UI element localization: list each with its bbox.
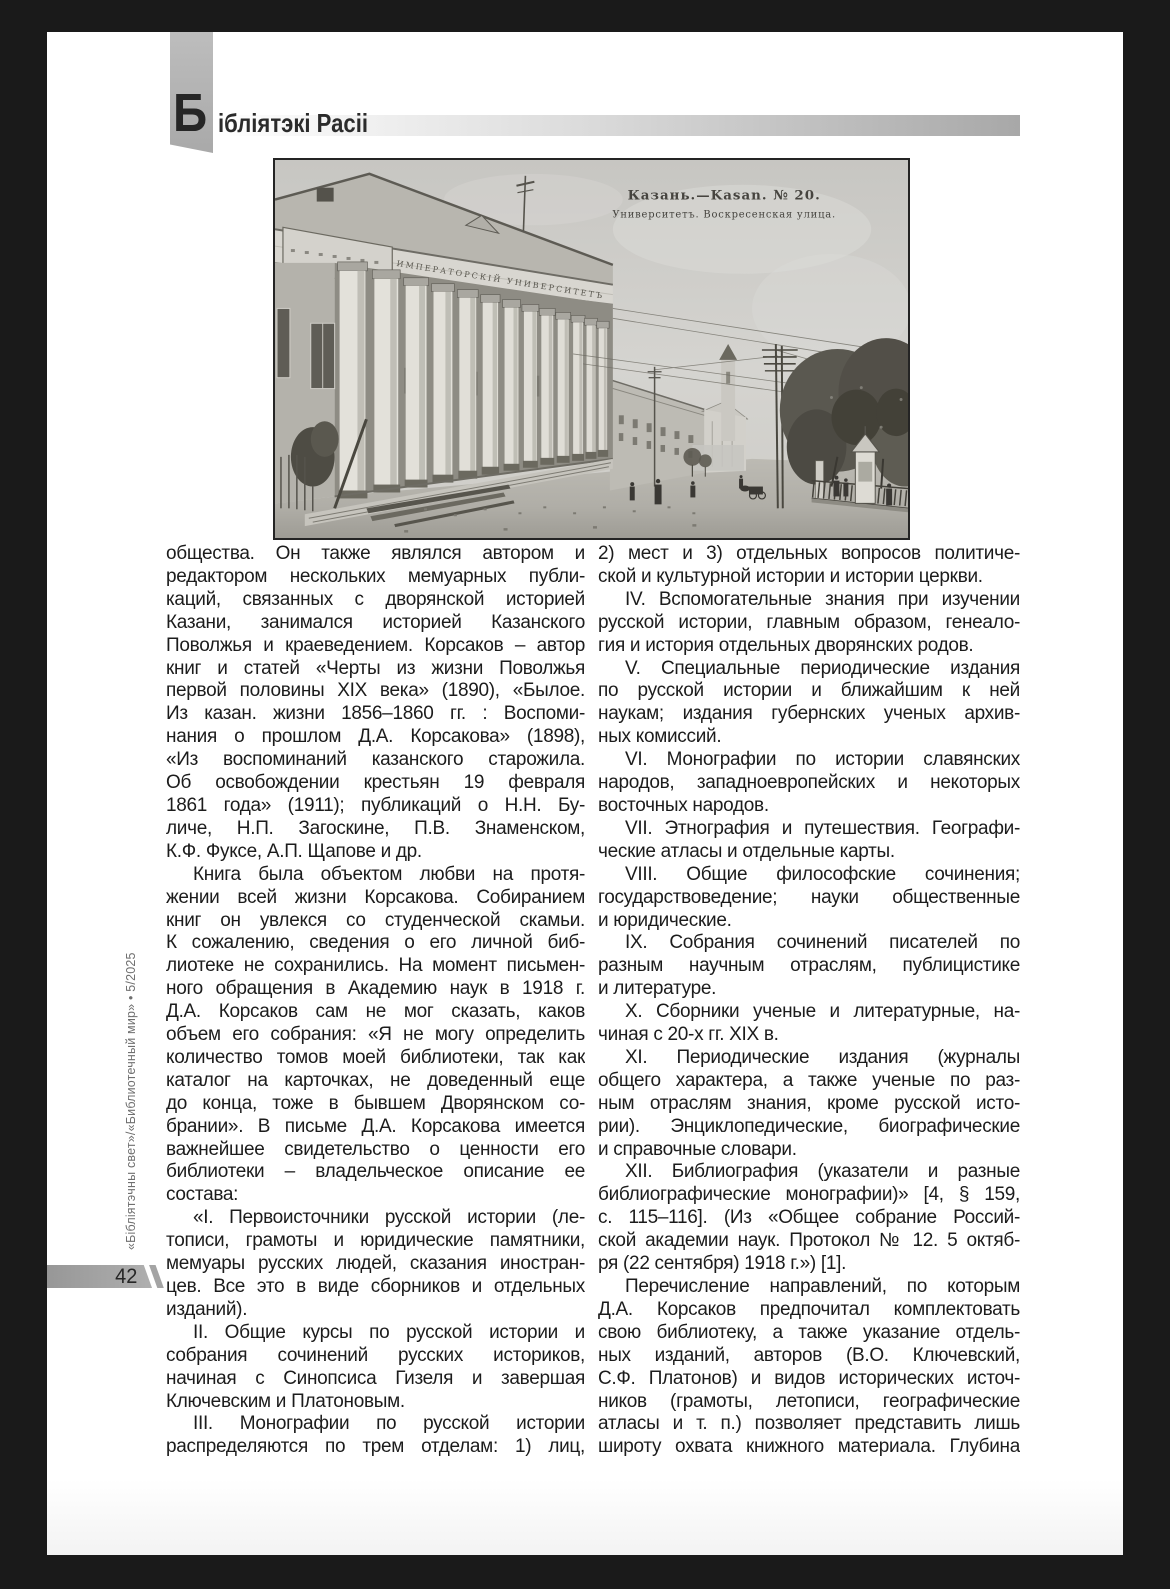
text-line: IV. Вспомогательные знания при изучении — [625, 588, 1020, 610]
text-line: «Из воспоминаний казанского старожила. — [166, 749, 585, 771]
text-line: тописи, грамоты и юридические памятники, — [166, 1230, 585, 1252]
page-number-bar-main — [47, 1265, 165, 1288]
distant-tower — [721, 358, 735, 441]
text-line: русской истории, главным образом, генеало- — [598, 611, 1020, 633]
text-line: наукам; издания губернских ученых архив- — [598, 703, 1020, 725]
paragraph — [166, 543, 585, 864]
text-line: ской и культурной истории и истории церкви. — [598, 565, 983, 587]
wall-window — [277, 308, 290, 377]
paragraph — [598, 932, 1020, 1001]
text-line: Перечисление направлений, по которым — [625, 1276, 1020, 1297]
text-line: лиотеке не сохранились. На момент письмен- — [166, 955, 585, 977]
paragraph — [166, 1322, 585, 1414]
journal-imprint-vertical: «Бібліятэчны свет»/«Библиотечный мир» • 5/2025 — [124, 952, 138, 1250]
text-line: ных комиссий. — [598, 726, 722, 748]
postcard-photo-art — [275, 160, 908, 538]
text-line: по русской истории и ближайшим к ней — [598, 680, 1020, 702]
text-line: ческие атласы и отдельные карты. — [598, 840, 895, 862]
text-line: VI. Монографии по истории славянских — [625, 749, 1020, 771]
text-line: ным отраслям знания, кроме русской исто- — [598, 1092, 1020, 1114]
text-line: разным научным отраслям, публицистике — [598, 955, 1020, 977]
text-line: Об освобождении крестьян 19 февраля — [166, 772, 585, 794]
text-line: К сожалению, сведения о его личной биб- — [166, 932, 585, 954]
page-title: ібліятэкі Расіі — [218, 108, 368, 138]
text-line: изданий). — [166, 1298, 248, 1320]
text-line: гия и история отдельных дворянских родов. — [598, 634, 974, 656]
text-line: X. Сборники ученые и литературные, на- — [625, 1001, 1020, 1023]
text-line: библиографические монографии)» [4, § 159, — [598, 1184, 1020, 1206]
paragraph — [166, 1207, 585, 1322]
text-line: личе, Н.П. Загоскине, П.В. Знаменском, — [166, 817, 585, 839]
postcard-caption-line1: Казань.—Kasan. № 20. — [627, 187, 821, 204]
text-line: III. Монографии по русской истории — [193, 1413, 585, 1435]
text-line: ников (грамоты, летописи, географические — [598, 1390, 1020, 1412]
page — [47, 32, 1123, 1555]
text-line: широту охвата книжного материала. Глубина — [598, 1436, 1020, 1458]
text-line: с. 115–116]. (Из «Общее собрание Россий- — [598, 1207, 1020, 1229]
text-line: чиная с 20-х гг. XIX в. — [598, 1024, 779, 1046]
text-line: ской академии наук. Протокол № 12. 5 октяб- — [598, 1230, 1020, 1252]
text-line: объем его собрания: «Я не могу определить — [166, 1024, 585, 1046]
text-line: брании». В письме Д.А. Корсакова имеется — [166, 1115, 585, 1137]
text-line: свою библиотеку, а также указание отдель- — [598, 1321, 1020, 1343]
text-line: Поволжья и краеведением. Корсаков – автор — [166, 634, 585, 656]
paragraph — [598, 1276, 1020, 1459]
text-line: «I. Первоисточники русской истории (ле- — [193, 1207, 585, 1229]
text-line: ных изданий, авторов (В.О. Ключевский, — [598, 1344, 1020, 1366]
text-line: каций, связанных с дворянской историей — [166, 588, 585, 610]
text-line: первой половины XIX века» (1890), «Былое. — [166, 680, 585, 702]
text-line: общего характера, а также ученые по раз- — [598, 1069, 1020, 1091]
paragraph — [598, 1047, 1020, 1162]
paragraph — [166, 864, 585, 1208]
text-line: важнейшее свидетельство о ценности его — [166, 1138, 585, 1160]
text-line: библиотеки – владельческое описание ее — [166, 1161, 585, 1183]
paragraph — [598, 749, 1020, 818]
text-line: Д.А. Корсаков предпочитал комплектовать — [598, 1298, 1020, 1320]
text-line: Д.А. Корсаков сам не мог сказать, каков — [166, 1001, 585, 1023]
text-line: ря (22 сентября) 1918 г.») [1]. — [598, 1253, 847, 1275]
text-line: и юридические. — [598, 909, 732, 931]
text-line: редактором нескольких мемуарных публи- — [166, 565, 585, 587]
text-line: К.Ф. Фуксе, А.П. Щапове и др. — [166, 840, 422, 862]
text-line: собрания сочинений русских историков, — [166, 1344, 585, 1366]
page-number-bar — [47, 1265, 165, 1288]
text-line: 1861 года» (1911); публикаций о Н.Н. Бу- — [166, 794, 585, 816]
text-line: рии). Энциклопедические, биографические — [598, 1115, 1020, 1137]
text-line: Ключевским и Платоновым. — [166, 1390, 405, 1412]
paragraph — [598, 589, 1020, 658]
text-line: цев. Все это в виде сборников и отдельных — [166, 1276, 585, 1297]
text-line: распределяются по трем отделам: 1) лиц, — [166, 1436, 585, 1458]
text-line: Книга была объектом любви на протя- — [193, 863, 585, 885]
text-line: до конца, тоже в бывшем Дворянском со- — [166, 1092, 585, 1114]
text-line: атласы и т. п.) позволяет представить лишь — [598, 1413, 1020, 1435]
text-line: жении всей жизни Корсакова. Собиранием — [166, 886, 585, 908]
attic-window — [317, 188, 334, 202]
text-line: книг он увлекся со студенческой скамьи. — [166, 909, 585, 931]
paragraph — [166, 1413, 585, 1459]
text-line: количество томов моей библиотеки, так как — [166, 1046, 585, 1068]
paragraph — [598, 1161, 1020, 1276]
text-line: нания о прошлом Д.А. Корсакова» (1898), — [166, 726, 585, 748]
text-line: V. Специальные периодические издания — [625, 657, 1020, 679]
postcard-photo — [273, 158, 910, 540]
header-drop-cap: Б — [173, 83, 207, 143]
text-line: ного обращения в Академию наук в 1918 г. — [166, 978, 585, 1000]
text-line: начиная с Синопсиса Гизеля и завершая — [166, 1367, 585, 1389]
paragraph — [598, 864, 1020, 933]
text-line: и справочные словари. — [598, 1138, 797, 1160]
text-line: общества. Он также являлся автором и — [166, 543, 585, 564]
text-line: 2) мест и 3) отдельных вопросов политиче- — [598, 543, 1020, 564]
paragraph — [598, 1001, 1020, 1047]
text-line: II. Общие курсы по русской истории и — [193, 1321, 585, 1343]
text-line: книг и статей «Черты из жизни Поволжья — [166, 657, 585, 679]
paragraph — [598, 818, 1020, 864]
text-column-right — [598, 543, 1020, 1459]
text-line: мемуары русских людей, сказания иностран- — [166, 1253, 585, 1275]
page-number: 42 — [114, 1265, 137, 1288]
text-line: состава: — [166, 1184, 239, 1206]
paragraph — [598, 543, 1020, 589]
text-line: восточных народов. — [598, 794, 769, 816]
text-line: С.Ф. Платонов) и видов исторических источ- — [598, 1367, 1020, 1389]
text-line: IX. Собрания сочинений писателей по — [625, 932, 1020, 954]
text-line: государствоведение; науки общественные — [598, 886, 1020, 908]
text-line: и литературе. — [598, 978, 717, 1000]
postcard-caption-line2: Университетъ. Воскресенская улица. — [612, 209, 836, 221]
paragraph — [598, 658, 1020, 750]
text-line: каталог на карточках, не доведенный еще — [166, 1069, 585, 1091]
text-line: VII. Этнография и путешествия. Географи- — [625, 817, 1020, 839]
text-line: XII. Библиография (указатели и разные — [625, 1161, 1020, 1183]
text-line: Казани, занимался историей Казанского — [166, 611, 585, 633]
text-column-left — [166, 543, 585, 1459]
frieze-sign: ИМПЕРАТОРСКІЙ УНИВЕРСИТЕТЪ — [395, 258, 606, 301]
text-line: VIII. Общие философские сочинения; — [625, 863, 1020, 885]
text-line: народов, западноевропейских и некоторых — [598, 772, 1020, 794]
text-line: XI. Периодические издания (журналы — [625, 1046, 1020, 1068]
text-line: Из казан. жизни 1856–1860 гг. : Воспоми- — [166, 703, 585, 725]
